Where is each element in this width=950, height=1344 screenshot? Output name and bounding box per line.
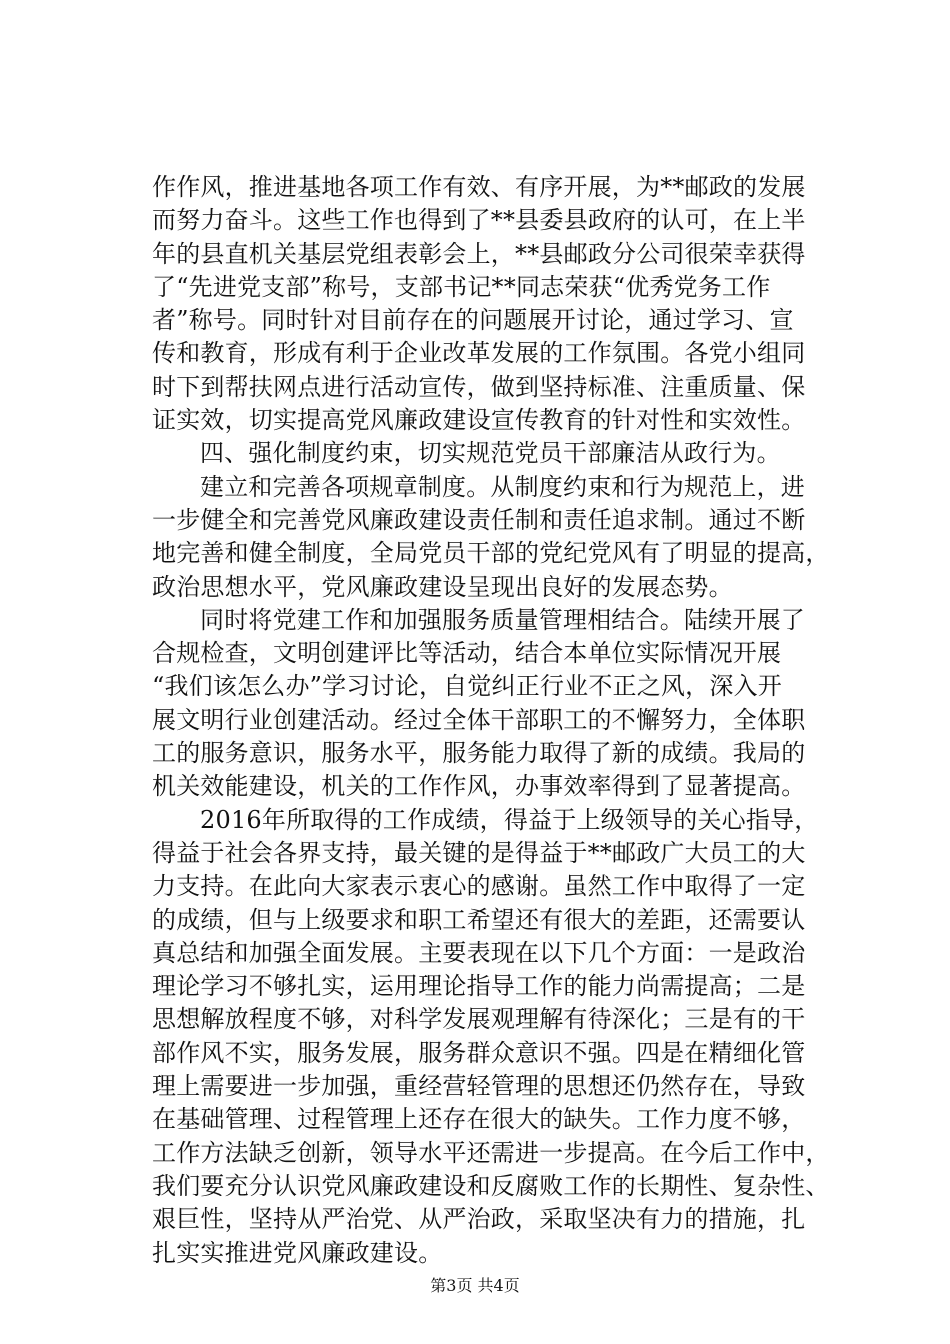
text-line: 者”称号。同时针对目前存在的问题展开讨论，通过学习、宣 bbox=[152, 306, 794, 335]
text-line: 展文明行业创建活动。经过全体干部职工的不懈努力，全体职 bbox=[152, 705, 806, 734]
text-line: 理上需要进一步加强，重经营轻管理的思想还仍然存在，导致 bbox=[152, 1072, 806, 1101]
text-line: 在基础管理、过程管理上还存在很大的缺失。工作力度不够， bbox=[152, 1105, 806, 1134]
text-line: 而努力奋斗。这些工作也得到了**县委县政府的认可，在上半 bbox=[152, 206, 806, 235]
page-footer: 第3页 共4页 bbox=[430, 1276, 520, 1295]
text-line: 证实效，切实提高党风廉政建设宣传教育的针对性和实效性。 bbox=[152, 406, 806, 435]
text-line: 了“先进党支部”称号，支部书记**同志荣获“优秀党务工作 bbox=[152, 272, 771, 301]
text-line: 理论学习不够扎实，运用理论指导工作的能力尚需提高；二是 bbox=[152, 972, 806, 1001]
text-line: 工作方法缺乏创新，领导水平还需进一步提高。在今后工作中， bbox=[152, 1138, 830, 1167]
text-line: 工的服务意识，服务水平，服务能力取得了新的成绩。我局的 bbox=[152, 739, 806, 768]
text-line: “我们该怎么办”学习讨论，自觉纠正行业不正之风，深入开 bbox=[152, 672, 782, 701]
text-line: 合规检查，文明创建评比等活动，结合本单位实际情况开展 bbox=[152, 639, 782, 668]
text-line: 传和教育，形成有利于企业改革发展的工作氛围。各党小组同 bbox=[152, 339, 806, 368]
text-line: 四、强化制度约束，切实规范党员干部廉洁从政行为。 bbox=[200, 439, 781, 468]
document-body bbox=[152, 171, 852, 1270]
text-line: 机关效能建设，机关的工作作风，办事效率得到了显著提高。 bbox=[152, 772, 806, 801]
text-line: 一步健全和完善党风廉政建设责任制和责任追求制。通过不断 bbox=[152, 505, 806, 534]
text-line: 的成绩，但与上级要求和职工希望还有很大的差距，还需要认 bbox=[152, 905, 806, 934]
text-line: 年的县直机关基层党组表彰会上，**县邮政分公司很荣幸获得 bbox=[152, 239, 806, 268]
text-line: 建立和完善各项规章制度。从制度约束和行为规范上，进 bbox=[200, 472, 805, 501]
text-line: 部作风不实，服务发展，服务群众意识不强。四是在精细化管 bbox=[152, 1038, 806, 1067]
text-line: 时下到帮扶网点进行活动宣传，做到坚持标准、注重质量、保 bbox=[152, 372, 806, 401]
text-line: 政治思想水平，党风廉政建设呈现出良好的发展态势。 bbox=[152, 572, 733, 601]
text-line: 扎实实推进党风廉政建设。 bbox=[152, 1238, 443, 1267]
text-line: 我们要充分认识党风廉政建设和反腐败工作的长期性、复杂性、 bbox=[152, 1171, 830, 1200]
text-line: 力支持。在此向大家表示衷心的感谢。虽然工作中取得了一定 bbox=[152, 872, 806, 901]
text-line: 得益于社会各界支持，最关键的是得益于**邮政广大员工的大 bbox=[152, 838, 806, 867]
text-line: 地完善和健全制度，全局党员干部的党纪党风有了明显的提高， bbox=[152, 539, 830, 568]
text-line: 艰巨性，坚持从严治党、从严治政，采取坚决有力的措施，扎 bbox=[152, 1205, 806, 1234]
text-line: 同时将党建工作和加强服务质量管理相结合。陆续开展了 bbox=[200, 605, 805, 634]
text-line: 作作风，推进基地各项工作有效、有序开展，为**邮政的发展 bbox=[152, 173, 806, 201]
text-line: 2016年所取得的工作成绩，得益于上级领导的关心指导， bbox=[200, 805, 819, 834]
text-line: 真总结和加强全面发展。主要表现在以下几个方面：一是政治 bbox=[152, 938, 806, 967]
text-line: 思想解放程度不够，对科学发展观理解有待深化；三是有的干 bbox=[152, 1005, 806, 1034]
